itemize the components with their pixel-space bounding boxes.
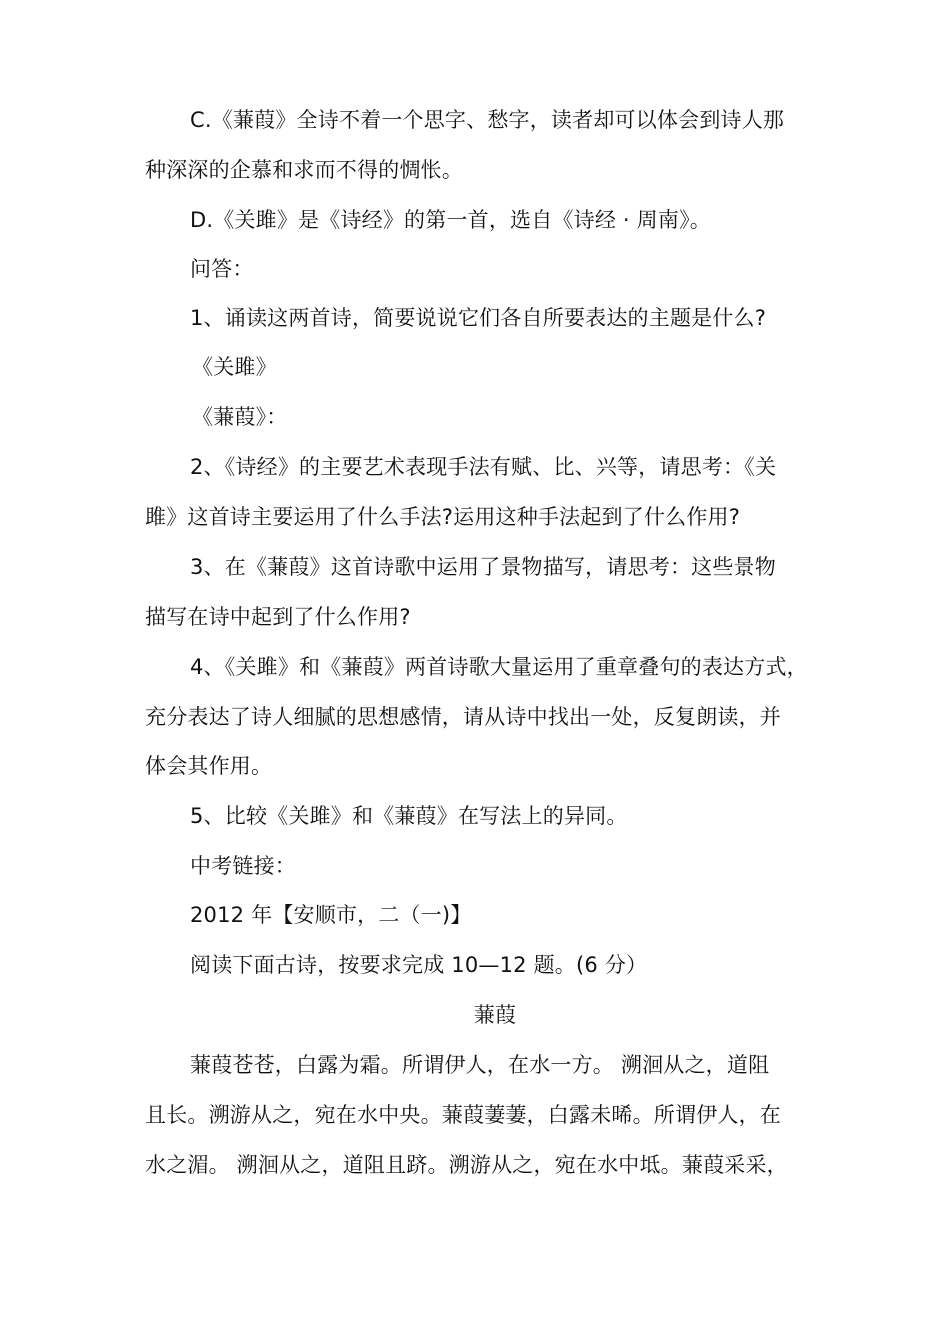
option-c-line-1: C.《蒹葭》全诗不着一个思字、愁字，读者却可以体会到诗人那	[190, 108, 785, 132]
poem-line-3: 水之湄。 溯洄从之，道阻且跻。溯游从之，宛在水中坻。蒹葭采采，	[145, 1153, 788, 1177]
question-3-line-2: 描写在诗中起到了什么作用?	[145, 605, 411, 629]
question-2-line-1: 2、《诗经》的主要艺术表现手法有赋、比、兴等，请思考：《关	[190, 455, 777, 479]
question-4-line-1: 4、《关雎》和《蒹葭》两首诗歌大量运用了重章叠句的表达方式，	[190, 655, 808, 679]
question-1: 1、诵读这两首诗，简要说说它们各自所要表达的主题是什么?	[190, 306, 767, 330]
exam-instruction: 阅读下面古诗，按要求完成 10—12 题。(6 分）	[190, 953, 648, 977]
poem-line-2: 且长。溯游从之，宛在水中央。蒹葭萋萋，白露未晞。所谓伊人，在	[145, 1103, 781, 1127]
qa-heading: 问答：	[190, 257, 254, 281]
question-4-line-3: 体会其作用。	[145, 754, 273, 778]
poem-line-1: 蒹葭苍苍，白露为霜。所谓伊人，在水一方。 溯洄从之，道阻	[190, 1053, 770, 1077]
exam-source: 2012 年【安顺市，二（一)】	[190, 903, 472, 927]
option-c-line-2: 种深深的企慕和求而不得的惆怅。	[145, 158, 463, 182]
question-5: 5、比较《关雎》和《蒹葭》在写法上的异同。	[190, 804, 628, 828]
exam-link-heading: 中考链接：	[190, 854, 296, 878]
question-2-line-2: 雎》这首诗主要运用了什么手法?运用这种手法起到了什么作用?	[145, 505, 741, 529]
poem-title: 蒹葭	[473, 1003, 517, 1027]
answer-jianjia-label: 《蒹葭》：	[192, 405, 288, 429]
question-3-line-1: 3、在《蒹葭》这首诗歌中运用了景物描写，请思考：这些景物	[190, 555, 776, 579]
answer-guanju-label: 《关雎》	[192, 355, 277, 379]
question-4-line-2: 充分表达了诗人细腻的思想感情，请从诗中找出一处，反复朗读，并	[145, 705, 781, 729]
option-d-line: D.《关雎》是《诗经》的第一首，选自《诗经 · 周南》。	[190, 208, 711, 232]
